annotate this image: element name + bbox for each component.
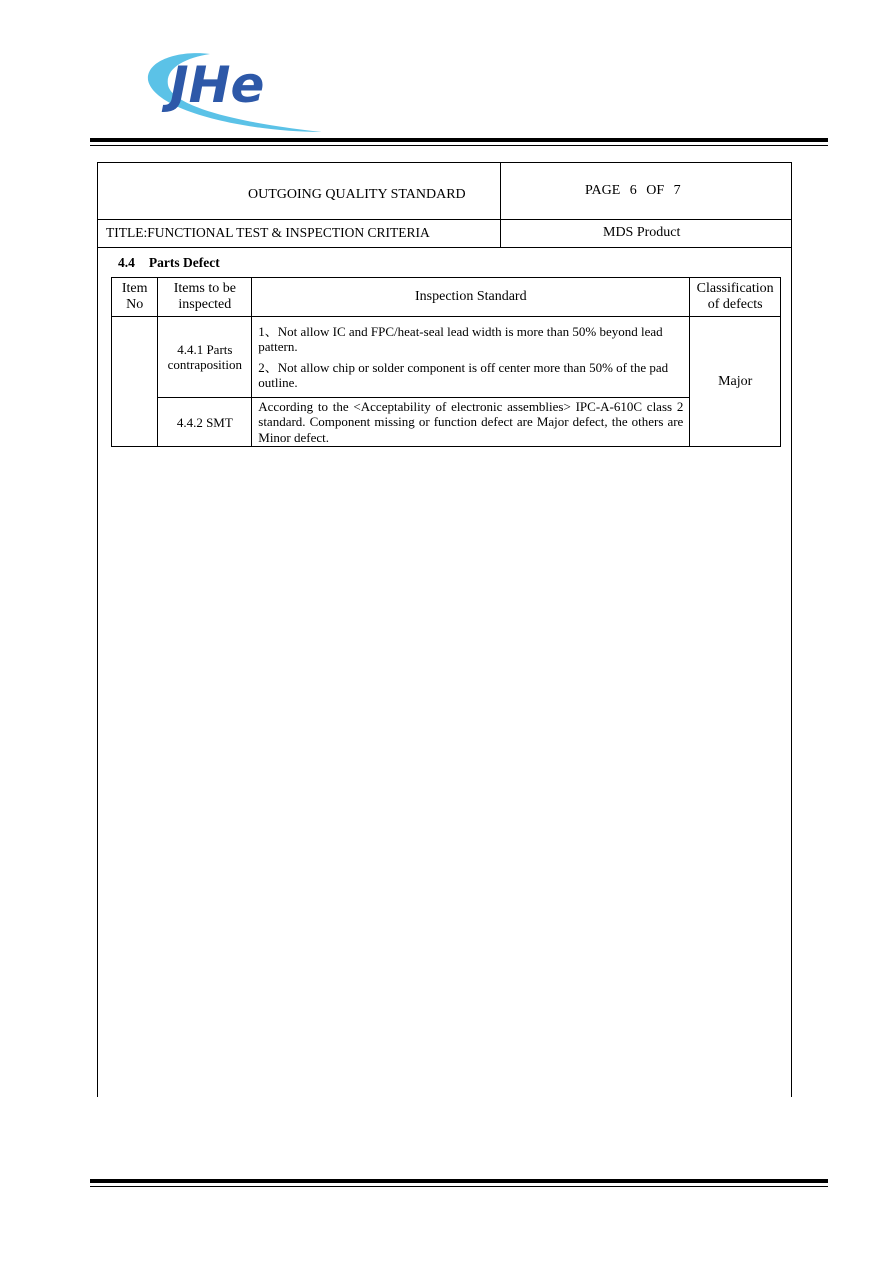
- header-divider: [500, 163, 501, 247]
- page-number: PAGE 6 OF 7: [585, 183, 681, 198]
- footer-rule: [90, 1179, 828, 1183]
- standard-text: 2、Not allow chip or solder component is off center more than 50% of the pad outline.: [258, 360, 669, 390]
- item-number-cell: [112, 317, 158, 447]
- document-subject: TITLE:FUNCTIONAL TEST & INSPECTION CRITERIA: [106, 225, 430, 240]
- document-title: OUTGOING QUALITY STANDARD: [248, 187, 466, 202]
- header-rule-thin: [90, 145, 828, 146]
- company-logo: [140, 40, 330, 140]
- inspection-table: [111, 277, 781, 447]
- standard-cell: [252, 317, 690, 398]
- inspected-item: 4.4.2 SMT: [158, 398, 252, 447]
- table-header-row: [112, 278, 781, 317]
- footer-rule-thin: [90, 1186, 828, 1187]
- table-row: [112, 317, 781, 398]
- header-rule: [90, 138, 828, 142]
- defect-classification: Major: [690, 317, 781, 447]
- table-row: [112, 398, 781, 447]
- header-classification: Classification of defects: [690, 278, 781, 317]
- header-inspection-standard: Inspection Standard: [252, 278, 690, 317]
- document-frame: [97, 162, 792, 1097]
- inspected-item: 4.4.1 Parts contraposition: [158, 317, 252, 398]
- header-items-inspected: Items to be inspected: [158, 278, 252, 317]
- section-title: Parts Defect: [148, 255, 220, 270]
- header-item-no: Item No: [112, 278, 158, 317]
- standard-text: 1、Not allow IC and FPC/heat-seal lead width is more than 50% beyond lead pattern.: [258, 324, 663, 354]
- section-number: 4.4: [118, 255, 135, 270]
- logo-lettering: JHe: [170, 56, 265, 114]
- product-name: MDS Product: [603, 225, 681, 240]
- section-heading: [118, 255, 220, 271]
- standard-text: According to the <Acceptability of electronic assemblies> IPC-A-610C class 2 standard. Component missing or function defect are Major defect, the others are Minor defect.: [252, 398, 690, 447]
